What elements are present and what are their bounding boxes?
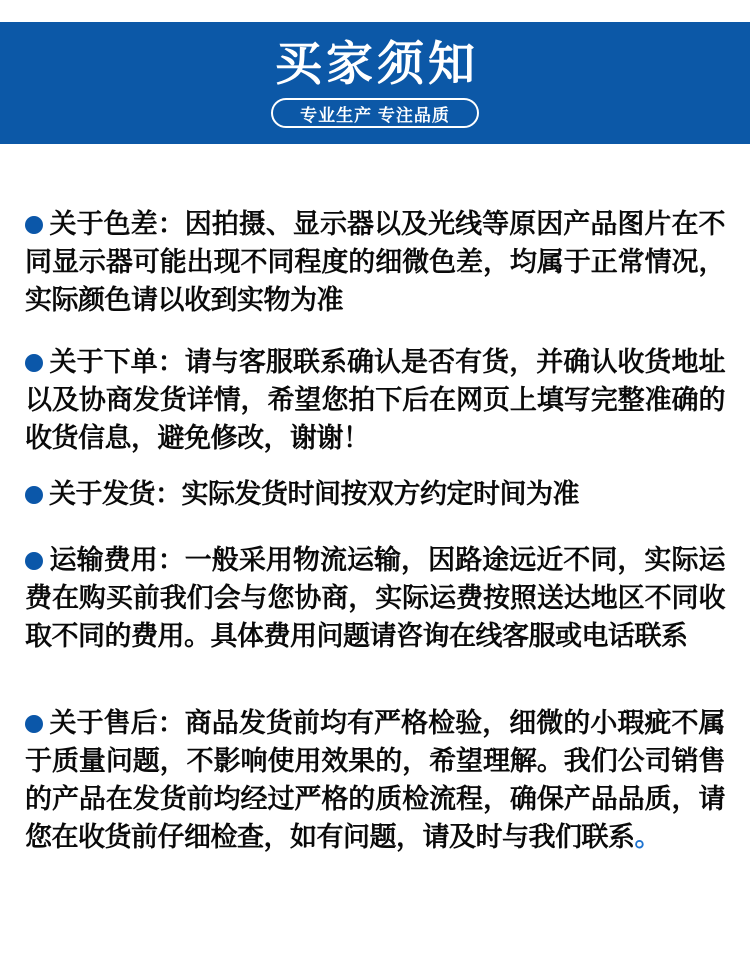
notice-text: 关于售后：商品发货前均有严格检验，细微的小瑕疵不属于质量问题，不影响使用效果的，希望理解。我们公司销售的产品在发货前均经过严格的质检流程，确保产品品质，请您在收货前仔细检查，如有问题，请及时与我们联系 (25, 708, 725, 852)
buyer-notice-page (0, 22, 750, 957)
bullet-dot-icon (25, 486, 43, 504)
page-title: 买家须知 (275, 37, 479, 90)
notice-text: 关于色差：因拍摄、显示器以及光线等原因产品图片在不同显示器可能出现不同程度的细微色差，均属于正常情况，实际颜色请以收到实物为准 (25, 209, 725, 315)
notice-text: 运输费用：一般采用物流运输，因路途远近不同，实际运费在购买前我们会与您协商，实际运费按照送达地区不同收取不同的费用。具体费用问题请咨询在线客服或电话联系 (25, 545, 725, 651)
notice-item-freight-cost (25, 541, 725, 655)
notice-item-color-difference (25, 205, 725, 319)
quality-badge-label: 专业生产 专注品质 (300, 105, 450, 125)
bullet-dot-icon (25, 715, 43, 733)
notice-item-shipping (25, 475, 725, 513)
notice-item-ordering (25, 343, 725, 457)
bullet-dot-icon (25, 354, 43, 372)
notice-list (0, 205, 750, 856)
quality-badge (271, 98, 479, 128)
bullet-dot-icon (25, 552, 43, 570)
notice-item-after-sales (25, 704, 725, 856)
bullet-dot-icon (25, 216, 43, 234)
notice-period: 。 (634, 822, 661, 852)
header-band (0, 22, 750, 144)
notice-text: 关于发货：实际发货时间按双方约定时间为准 (49, 479, 579, 509)
notice-text: 关于下单：请与客服联系确认是否有货，并确认收货地址以及协商发货详情，希望您拍下后在网页上填写完整准确的收货信息，避免修改，谢谢！ (25, 347, 725, 453)
